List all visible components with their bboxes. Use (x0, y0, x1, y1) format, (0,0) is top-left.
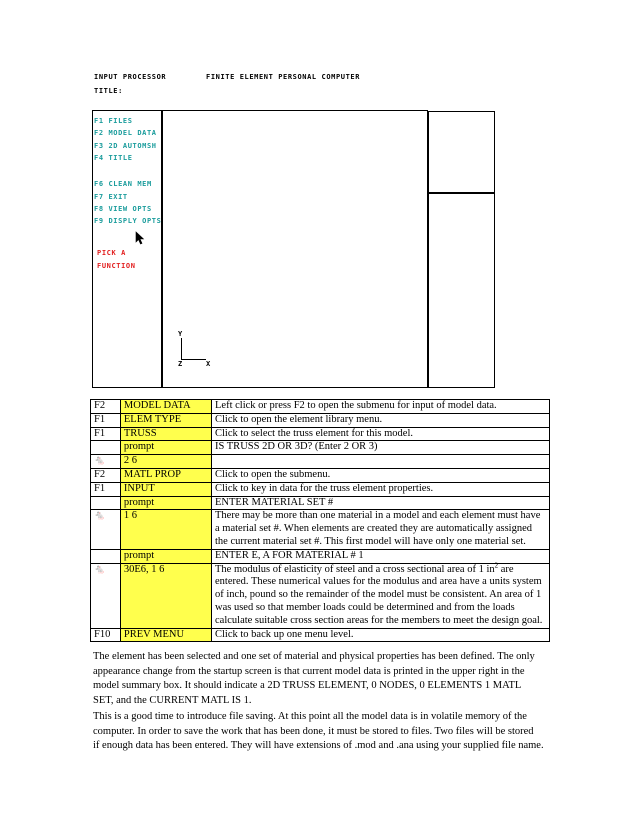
table-row (91, 510, 550, 549)
instruction-table (90, 399, 550, 642)
mouse-pointer-icon (135, 231, 145, 245)
table-row (91, 549, 550, 563)
header-program-name: FINITE ELEMENT PERSONAL COMPUTER (206, 73, 361, 81)
key-cell (91, 549, 121, 563)
mouse-icon: 🐁 (91, 563, 121, 628)
table-row (91, 427, 550, 441)
table-row (91, 496, 550, 510)
menu-item-title[interactable]: F4 TITLE (94, 154, 133, 162)
table-row (91, 563, 550, 628)
key-cell: F10 (91, 628, 121, 642)
y-axis-label: Y (178, 330, 183, 338)
command-cell: prompt (120, 441, 211, 455)
menu-item-disply-opts[interactable]: F9 DISPLY OPTS (94, 217, 162, 225)
graphics-canvas[interactable] (162, 110, 428, 388)
key-cell: F1 (91, 413, 121, 427)
description-cell: IS TRUSS 2D OR 3D? (Enter 2 OR 3) (212, 441, 550, 455)
command-cell: INPUT (120, 482, 211, 496)
description-cell (212, 455, 550, 469)
command-cell: MODEL DATA (120, 400, 211, 414)
table-row (91, 441, 550, 455)
command-cell: prompt (120, 496, 211, 510)
x-axis-label: X (206, 360, 211, 368)
table-row (91, 413, 550, 427)
key-cell: F2 (91, 400, 121, 414)
title-label: TITLE: (94, 87, 123, 95)
table-row (91, 400, 550, 414)
key-cell: F2 (91, 468, 121, 482)
description-cell: Click to key in data for the truss element properties. (212, 482, 550, 496)
table-row (91, 455, 550, 469)
command-cell: MATL PROP (120, 468, 211, 482)
paragraph-file-saving: This is a good time to introduce file saving. At this point all the model data is in volatile memory of the computer. In order to save the work that has been done, it must be stored to files. Two files will be stored if enough data has been entered. They will have extensions of .mod and .ana using your supplied file name. (93, 711, 544, 751)
mouse-icon: 🐁 (91, 455, 121, 469)
y-axis-line (181, 338, 182, 360)
description-cell: Click to open the submenu. (212, 468, 550, 482)
description-cell: Click to select the truss element for this model. (212, 427, 550, 441)
paragraph-element-selected: The element has been selected and one set of material and physical properties has been defined. The only appearance change from the startup screen is that current model data is printed in the upper right in the model summary box. It should indicate a 2D TRUSS ELEMENT, 0 NODES, 0 ELEMENTS 1 MATL SET, and the CURRENT MATL IS 1. (93, 651, 535, 706)
command-cell: TRUSS (120, 427, 211, 441)
description-cell: Click to open the element library menu. (212, 413, 550, 427)
description-cell: Left click or press F2 to open the submenu for input of model data. (212, 400, 550, 414)
pick-prompt-line2: FUNCTION (97, 262, 136, 270)
function-menu-panel (92, 110, 162, 388)
table-row (91, 468, 550, 482)
mouse-icon: 🐁 (91, 510, 121, 549)
description-cell: Click to back up one menu level. (212, 628, 550, 642)
description-cell: ENTER E, A FOR MATERIAL # 1 (212, 549, 550, 563)
command-cell: 30E6, 1 6 (120, 563, 211, 628)
key-cell (91, 496, 121, 510)
command-cell: 2 6 (120, 455, 211, 469)
x-axis-line (181, 359, 206, 360)
menu-item-2d-automsh[interactable]: F3 2D AUTOMSH (94, 142, 157, 150)
key-cell: F1 (91, 482, 121, 496)
z-axis-label: Z (178, 360, 183, 368)
menu-item-clean-mem[interactable]: F6 CLEAN MEM (94, 180, 152, 188)
side-panel (428, 193, 495, 388)
command-cell: ELEM TYPE (120, 413, 211, 427)
description-cell: The modulus of elasticity of steel and a cross sectional area of 1 $in^2$ are entered. These numerical values for the modulus and area have a units system of inch, pound so the remainder of the model must be consistent. An area of 1 was used so that member loads could be determined and from the loads calculate suitable cross section areas for the members to meet the design goal. (212, 563, 550, 628)
header-input-processor: INPUT PROCESSOR (94, 73, 167, 81)
model-summary-box (428, 111, 495, 193)
pick-prompt-line1: PICK A (97, 249, 126, 257)
table-row (91, 482, 550, 496)
command-cell: prompt (120, 549, 211, 563)
command-cell: 1 6 (120, 510, 211, 549)
command-cell: PREV MENU (120, 628, 211, 642)
menu-item-view-opts[interactable]: F8 VIEW OPTS (94, 205, 152, 213)
menu-item-model-data[interactable]: F2 MODEL DATA (94, 129, 157, 137)
description-cell: ENTER MATERIAL SET # (212, 496, 550, 510)
menu-item-exit[interactable]: F7 EXIT (94, 193, 128, 201)
key-cell: F1 (91, 427, 121, 441)
description-cell: There may be more than one material in a model and each element must have a material set #. When elements are created they are automatically assigned the current material set #. This first model will have only one material set. (212, 510, 550, 549)
table-row (91, 628, 550, 642)
key-cell (91, 441, 121, 455)
menu-item-files[interactable]: F1 FILES (94, 117, 133, 125)
